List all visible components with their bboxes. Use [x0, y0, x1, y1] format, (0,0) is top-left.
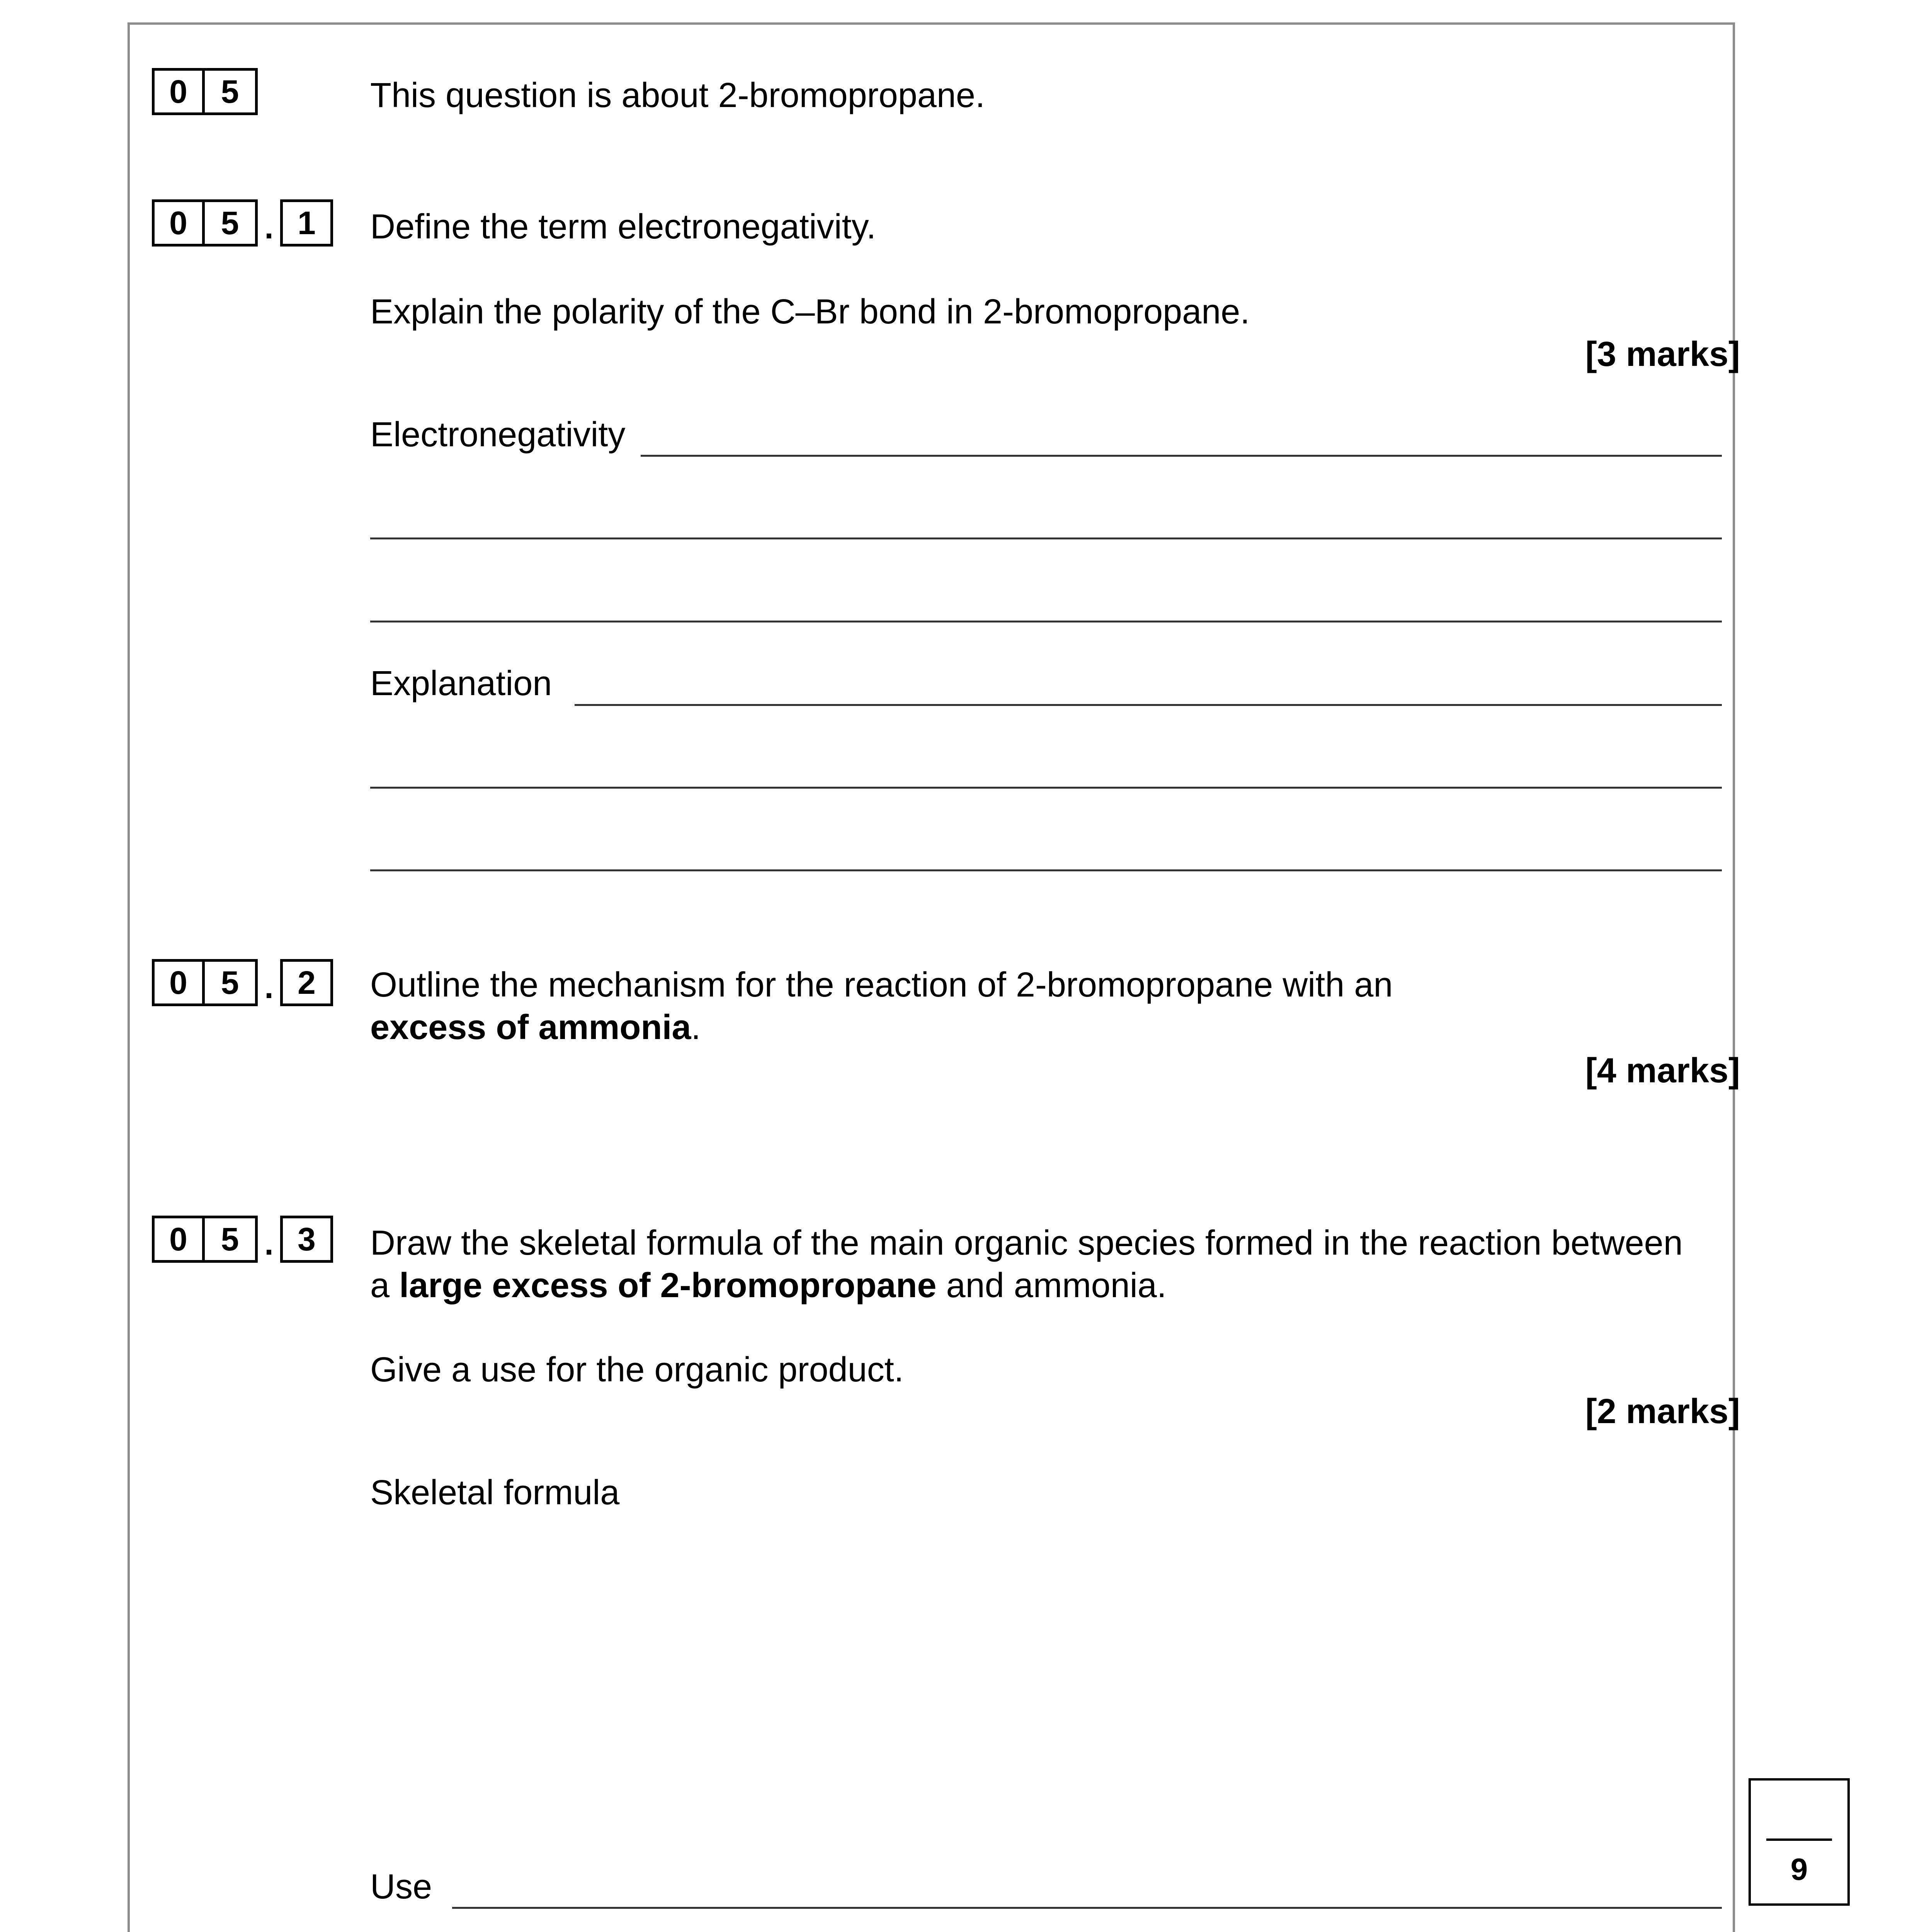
question-text: Draw the skeletal formula of the main organic species formed in the reaction between — [370, 1224, 1683, 1262]
digit-box: 5 — [205, 1216, 258, 1263]
text-start: a — [370, 1266, 400, 1305]
dot-separator: . — [264, 1225, 274, 1262]
score-box — [1749, 1778, 1850, 1906]
answer-label: Explanation — [370, 664, 552, 703]
question-number-05-1 — [152, 199, 333, 247]
question-number-05-2 — [152, 959, 333, 1006]
answer-line[interactable] — [370, 787, 1722, 789]
digit-box: 2 — [280, 959, 333, 1006]
digit-box: 0 — [152, 1216, 205, 1263]
bold-phrase: excess of ammonia — [370, 1008, 691, 1047]
dot-separator: . — [264, 209, 274, 245]
question-number-05 — [152, 68, 258, 115]
digit-box: 1 — [280, 199, 333, 247]
question-text-line — [370, 1264, 1167, 1307]
digit-box: 3 — [280, 1216, 333, 1263]
dot-separator: . — [264, 969, 274, 1005]
bold-phrase: large excess of 2-bromopropane — [399, 1266, 937, 1305]
question-text: Outline the mechanism for the reaction of 2-bromopropane with an — [370, 966, 1393, 1004]
marks-label: [2 marks] — [1585, 1392, 1740, 1431]
marks-label: [3 marks] — [1585, 335, 1740, 374]
question-number-05-3 — [152, 1216, 333, 1263]
answer-line[interactable] — [575, 704, 1722, 706]
answer-label: Electronegativity — [370, 415, 626, 454]
question-intro: This question is about 2-bromopropane. — [370, 76, 985, 115]
answer-line[interactable] — [452, 1907, 1722, 1909]
answer-label: Skeletal formula — [370, 1473, 620, 1512]
answer-label: Use — [370, 1867, 432, 1906]
answer-line[interactable] — [370, 621, 1722, 622]
marks-label: [4 marks] — [1585, 1051, 1740, 1090]
digit-box: 5 — [205, 199, 258, 247]
answer-line[interactable] — [370, 537, 1722, 539]
answer-line[interactable] — [641, 455, 1722, 457]
text-end: and ammonia. — [936, 1266, 1167, 1305]
score-total: 9 — [1790, 1852, 1808, 1886]
digit-box: 5 — [205, 959, 258, 1006]
score-divider — [1766, 1838, 1832, 1841]
digit-box: 0 — [152, 959, 205, 1006]
question-text: Give a use for the organic product. — [370, 1350, 904, 1389]
question-text-line — [370, 1006, 701, 1049]
text-end: . — [691, 1008, 701, 1047]
digit-box: 0 — [152, 199, 205, 247]
digit-box: 5 — [205, 68, 258, 115]
question-text: Explain the polarity of the C–Br bond in 2-bromopropane. — [370, 293, 1250, 331]
digit-box: 0 — [152, 68, 205, 115]
skeletal-formula-answer-area[interactable] — [370, 1530, 1722, 1839]
answer-line[interactable] — [370, 869, 1722, 871]
question-text: Define the term electronegativity. — [370, 207, 876, 246]
